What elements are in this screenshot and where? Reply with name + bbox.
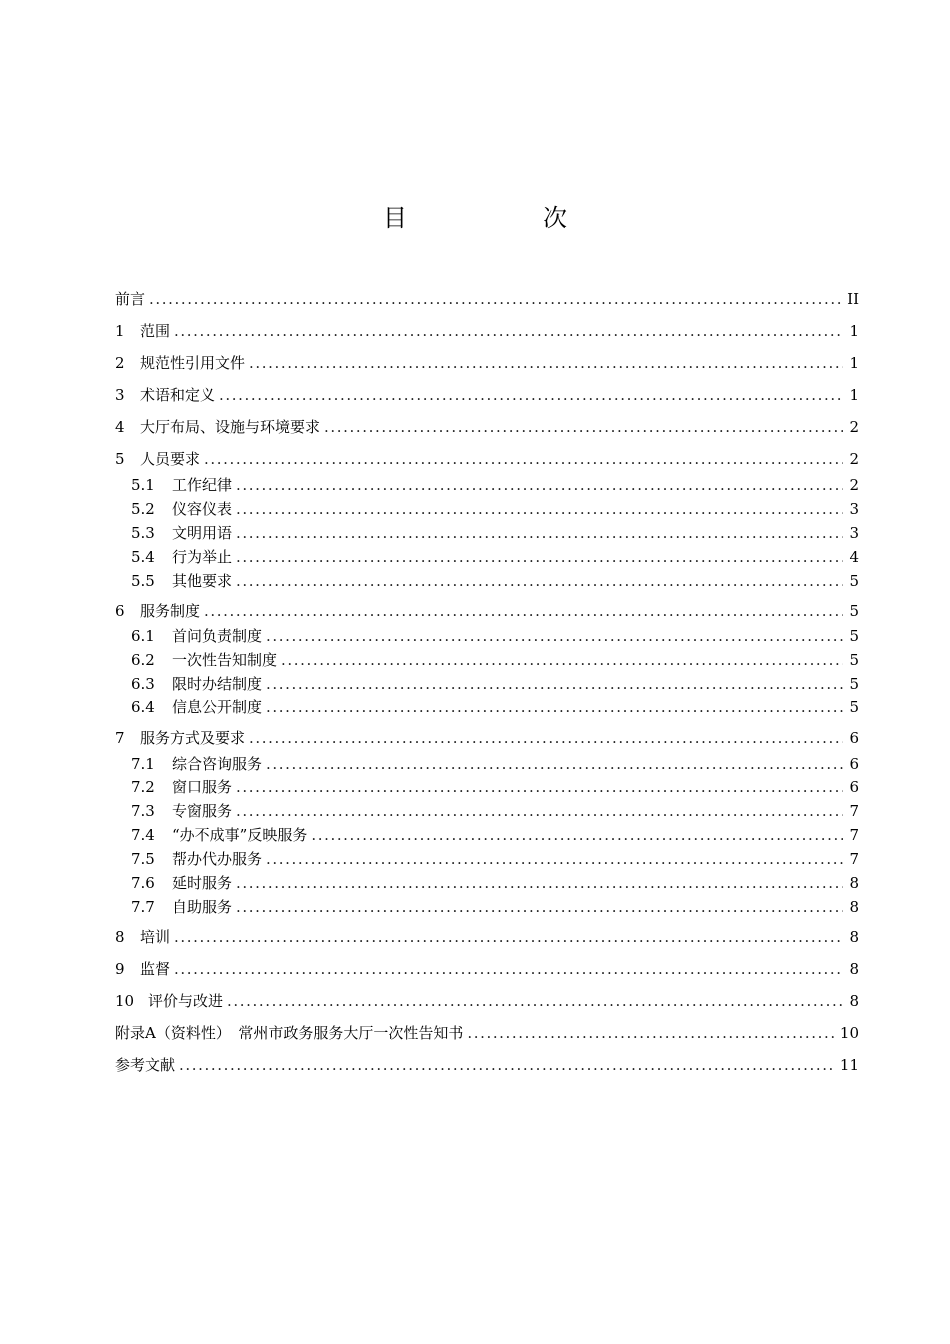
toc-entry-number: 8	[115, 928, 125, 946]
toc-entry-number: 6.4	[131, 698, 155, 716]
dot-leader	[266, 849, 843, 869]
toc-entry-number: 7.2	[131, 778, 155, 796]
toc-entry-page: 7	[849, 802, 859, 820]
toc-entry-label: 人员要求	[140, 450, 201, 468]
toc-entry-5[interactable]	[115, 449, 859, 469]
toc-entry-label: 大厅布局、设施与环境要求	[140, 418, 321, 436]
dot-leader	[467, 1023, 834, 1043]
toc-entry-number: 1	[115, 322, 125, 340]
toc-entry-5-3[interactable]	[131, 523, 859, 543]
toc-entry-foreword[interactable]	[115, 289, 859, 309]
toc-entry-6[interactable]	[115, 601, 859, 621]
dot-leader	[311, 825, 843, 845]
dot-leader	[174, 959, 843, 979]
toc-entry-label: 仪容仪表	[172, 500, 233, 518]
toc-entry-label: 前言	[115, 290, 146, 308]
toc-entry-page: 5	[849, 572, 859, 590]
toc-entry-number: 7.3	[131, 802, 155, 820]
dot-leader	[174, 321, 843, 341]
toc-entry-6-3[interactable]	[131, 674, 859, 694]
dot-leader	[236, 897, 843, 917]
toc-entry-label: 一次性告知制度	[172, 651, 278, 669]
dot-leader	[236, 475, 843, 495]
toc-entry-label: 帮办代办服务	[172, 850, 263, 868]
toc-entry-label: 参考文献	[115, 1056, 176, 1074]
toc-entry-page: 7	[849, 826, 859, 844]
dot-leader	[236, 499, 843, 519]
toc-entry-number: 5.4	[131, 548, 155, 566]
toc-entry-number: 6	[115, 602, 125, 620]
dot-leader	[324, 417, 843, 437]
toc-entry-7-2[interactable]	[131, 777, 859, 797]
toc-entry-page: 6	[849, 729, 859, 747]
toc-entry-5-5[interactable]	[131, 571, 859, 591]
toc-entry-number: 4	[115, 418, 125, 436]
toc-entry-number: 2	[115, 354, 125, 372]
toc-entry-page: 5	[849, 675, 859, 693]
toc-entry-page: 3	[849, 500, 859, 518]
toc-entry-label: 服务制度	[140, 602, 201, 620]
toc-entry-page: II	[847, 290, 859, 308]
toc-entry-page: 8	[849, 898, 859, 916]
toc-entry-page: 8	[849, 992, 859, 1010]
dot-leader	[227, 991, 843, 1011]
toc-entry-page: 1	[849, 386, 859, 404]
toc-entry-label: 服务方式及要求	[140, 729, 246, 747]
toc-entry-label: 其他要求	[172, 572, 233, 590]
toc-entry-label: 监督	[140, 960, 171, 978]
page-title: 目 次	[383, 204, 623, 232]
toc-entry-page: 8	[849, 960, 859, 978]
toc-entry-label: 培训	[140, 928, 171, 946]
toc-entry-page: 10	[839, 1024, 859, 1042]
toc-entry-5-4[interactable]	[131, 547, 859, 567]
toc-entry-number: 7	[115, 729, 125, 747]
toc-entry-page: 2	[849, 476, 859, 494]
toc-entry-label: 延时服务	[172, 874, 233, 892]
toc-entry-7-3[interactable]	[131, 801, 859, 821]
toc-entry-5-2[interactable]	[131, 499, 859, 519]
toc-entry-page: 5	[849, 627, 859, 645]
toc-entry-7-1[interactable]	[131, 754, 859, 774]
toc-entry-page: 6	[849, 778, 859, 796]
dot-leader	[236, 873, 843, 893]
toc-entry-label: 规范性引用文件	[140, 354, 246, 372]
toc-entry-number: 5.5	[131, 572, 155, 590]
dot-leader	[281, 650, 843, 670]
dot-leader	[249, 353, 843, 373]
toc-entry-9[interactable]	[115, 959, 859, 979]
toc-entry-page: 8	[849, 928, 859, 946]
toc-entry-references[interactable]	[115, 1055, 859, 1075]
toc-entry-page: 3	[849, 524, 859, 542]
toc-entry-6-2[interactable]	[131, 650, 859, 670]
toc-entry-label: 首问负责制度	[172, 627, 263, 645]
toc-entry-number: 5.2	[131, 500, 155, 518]
toc-entry-page: 5	[849, 651, 859, 669]
toc-entry-page: 2	[849, 418, 859, 436]
dot-leader	[204, 601, 843, 621]
toc-entry-page: 5	[849, 602, 859, 620]
toc-entry-number: 5.1	[131, 476, 155, 494]
toc-entry-5-1[interactable]	[131, 475, 859, 495]
toc-entry-1[interactable]	[115, 321, 859, 341]
toc-entry-page: 6	[849, 755, 859, 773]
toc-entry-7-5[interactable]	[131, 849, 859, 869]
toc-entry-label: 限时办结制度	[172, 675, 263, 693]
dot-leader	[236, 777, 843, 797]
dot-leader	[236, 571, 843, 591]
toc-entry-7-4[interactable]	[131, 825, 859, 845]
dot-leader	[174, 927, 843, 947]
toc-entry-label: 工作纪律	[172, 476, 233, 494]
toc-entry-page: 5	[849, 698, 859, 716]
toc-entry-number: 7.4	[131, 826, 155, 844]
toc-entry-8[interactable]	[115, 927, 859, 947]
dot-leader	[249, 728, 843, 748]
dot-leader	[149, 289, 841, 309]
dot-leader	[204, 449, 843, 469]
toc-entry-number: 10	[115, 992, 135, 1010]
toc-entry-number: 6.2	[131, 651, 155, 669]
toc-entry-label: 专窗服务	[172, 802, 233, 820]
toc-entry-number: 7.6	[131, 874, 155, 892]
toc-entry-7-6[interactable]	[131, 873, 859, 893]
toc-entry-page: 4	[849, 548, 859, 566]
toc-entry-7[interactable]	[115, 728, 859, 748]
toc-entry-label: 评价与改进	[148, 992, 224, 1010]
toc-entry-2[interactable]	[115, 353, 859, 373]
toc-entry-number: 6.3	[131, 675, 155, 693]
toc-entry-number: 3	[115, 386, 125, 404]
toc-entry-label: 自助服务	[172, 898, 233, 916]
toc-entry-number: 5	[115, 450, 125, 468]
toc-entry-page: 8	[849, 874, 859, 892]
toc-entry-page: 2	[849, 450, 859, 468]
toc-entry-label: 文明用语	[172, 524, 233, 542]
toc-entry-number: 6.1	[131, 627, 155, 645]
dot-leader	[266, 674, 843, 694]
toc-entry-label: 综合咨询服务	[172, 755, 263, 773]
toc-entry-label: 附录A（资料性） 常州市政务服务大厅一次性告知书	[115, 1024, 464, 1042]
toc-entry-4[interactable]	[115, 417, 859, 437]
toc-entry-6-1[interactable]	[131, 626, 859, 646]
toc-entry-number: 9	[115, 960, 125, 978]
toc-entry-label: “办不成事”反映服务	[172, 826, 308, 844]
toc-entry-page: 1	[849, 354, 859, 372]
toc-entry-page: 1	[849, 322, 859, 340]
dot-leader	[236, 801, 843, 821]
dot-leader	[219, 385, 843, 405]
toc-entry-6-4[interactable]	[131, 697, 859, 717]
dot-leader	[236, 523, 843, 543]
toc-entry-page: 7	[849, 850, 859, 868]
toc-entry-label: 术语和定义	[140, 386, 216, 404]
toc-entry-3[interactable]	[115, 385, 859, 405]
toc-entry-appendix-a[interactable]	[115, 1023, 859, 1043]
toc-entry-page: 11	[839, 1056, 859, 1074]
toc-entry-number: 7.1	[131, 755, 155, 773]
toc-entry-7-7[interactable]	[131, 897, 859, 917]
toc-entry-10[interactable]	[115, 991, 859, 1011]
toc-entry-label: 行为举止	[172, 548, 233, 566]
dot-leader	[266, 697, 843, 717]
dot-leader	[179, 1055, 834, 1075]
toc-entry-label: 信息公开制度	[172, 698, 263, 716]
toc-entry-number: 7.7	[131, 898, 155, 916]
toc-entry-label: 窗口服务	[172, 778, 233, 796]
dot-leader	[236, 547, 843, 567]
toc-entry-number: 5.3	[131, 524, 155, 542]
dot-leader	[266, 754, 843, 774]
toc-entry-number: 7.5	[131, 850, 155, 868]
toc-entry-label: 范围	[140, 322, 171, 340]
dot-leader	[266, 626, 843, 646]
